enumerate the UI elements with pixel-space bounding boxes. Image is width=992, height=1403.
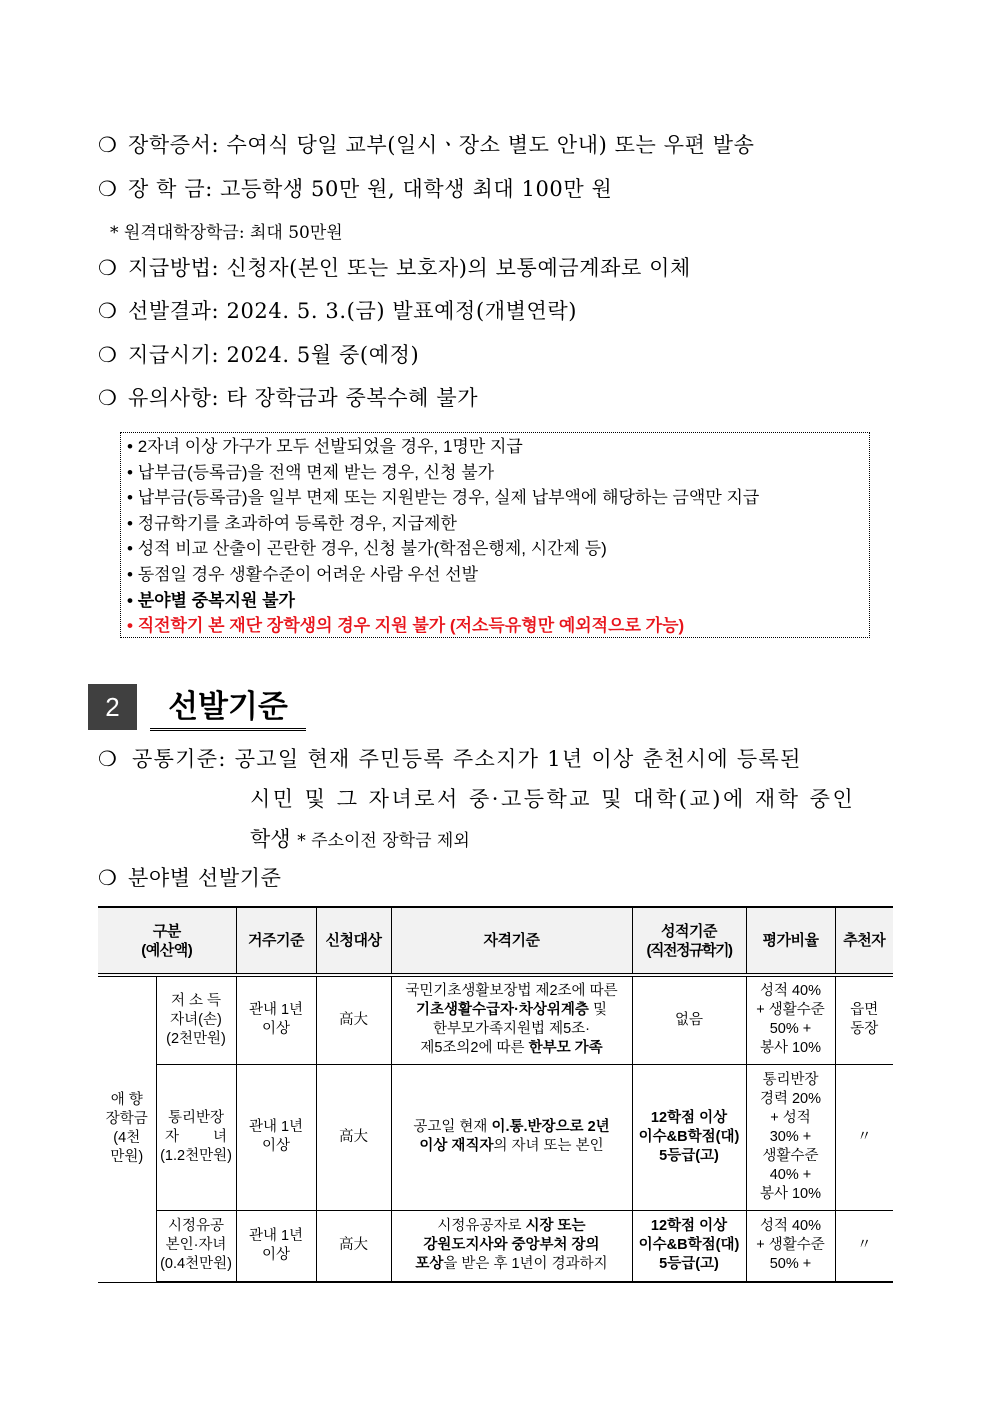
table-row <box>98 975 893 1064</box>
info-label: 지급시기: <box>128 343 220 367</box>
header-ratio: 평가비율 <box>746 907 835 975</box>
target-cell: 高大 <box>316 975 391 1064</box>
circle-bullet-icon: ❍ <box>98 133 118 157</box>
section-title: 선발기준 <box>150 686 306 731</box>
info-line-result <box>98 298 577 324</box>
info-line-payment-time <box>98 342 419 368</box>
circle-bullet-icon: ❍ <box>98 386 118 410</box>
grade-cell: 12학점 이상 이수&B학점(대) 5등급(고) <box>632 1064 746 1210</box>
caution-item: • 납부금(등록금)을 전액 면제 받는 경우, 신청 불가 <box>127 462 495 482</box>
residence-cell: 관내 1년 이상 <box>236 1064 316 1210</box>
section-number: 2 <box>88 684 137 730</box>
target-cell: 高大 <box>316 1064 391 1210</box>
caution-item: • 2자녀 이상 가구가 모두 선발되었을 경우, 1명만 지급 <box>127 437 523 456</box>
caution-item-warning: • 직전학기 본 재단 장학생의 경우 지원 불가 (저소득유형만 예외적으로 가능) <box>127 616 685 636</box>
target-cell: 高大 <box>316 1210 391 1282</box>
info-label: 장 학 금: <box>128 177 213 201</box>
caution-item: • 정규학기를 초과하여 등록한 경우, 지급제한 <box>127 513 457 533</box>
sub-category-cell: 시정유공 본인·자녀 (0.4천만원) <box>156 1210 236 1282</box>
recommender-cell: 읍면 동장 <box>835 975 893 1064</box>
common-text: 공고일 현재 주민등록 주소지가 1년 이상 춘천시에 등록된 <box>234 747 802 771</box>
caution-item-bold: • 분야별 중복지원 불가 <box>127 590 295 610</box>
info-label: 유의사항: <box>128 386 220 410</box>
address-note: * 주소이전 장학금 제외 <box>297 831 470 851</box>
header-category: 구분 (예산액) <box>98 907 236 975</box>
caution-item: • 성적 비교 산출이 곤란한 경우, 신청 불가(학점은행제, 시간제 등) <box>127 539 607 559</box>
caution-item: • 동점일 경우 생활수준이 어려운 사람 우선 선발 <box>127 564 479 584</box>
info-text: 2024. 5. 3.(금) 발표예정(개별연락) <box>226 299 578 323</box>
header-target: 신청대상 <box>316 907 391 975</box>
caution-box <box>120 432 870 638</box>
table-row <box>98 1064 893 1210</box>
remote-college-note: * 원격대학장학금: 최대 50만원 <box>110 223 343 243</box>
info-line-certificate <box>98 132 755 158</box>
header-recommender: 추천자 <box>835 907 893 975</box>
sub-category-cell: 저 소 득 자녀(손) (2천만원) <box>156 975 236 1064</box>
residence-cell: 관내 1년 이상 <box>236 975 316 1064</box>
grade-cell: 없음 <box>632 975 746 1064</box>
info-line-amount <box>98 176 612 202</box>
header-qualification: 자격기준 <box>391 907 632 975</box>
criteria-table <box>98 906 893 1283</box>
header-residence: 거주기준 <box>236 907 316 975</box>
info-label: 장학증서: <box>128 133 220 157</box>
common-criteria-line2: 시민 및 그 자녀로서 중·고등학교 및 대학(교)에 재학 중인 <box>250 787 856 811</box>
caution-item: • 납부금(등록금)을 일부 면제 또는 지원받는 경우, 실제 납부액에 해당하는 금액만 지급 <box>127 488 760 508</box>
info-line-caution <box>98 385 478 411</box>
table-row <box>98 1210 893 1282</box>
field-criteria-heading: ❍ 분야별 선발기준 <box>98 866 282 890</box>
common-criteria-line3: 학생 * 주소이전 장학금 제외 <box>250 827 470 851</box>
info-text: 타 장학금과 중복수혜 불가 <box>226 386 479 410</box>
qualification-cell: 국민기초생활보장법 제2조에 따른 기초생활수급자·차상위계층 및 한부모가족지원법 제5조· 제5조의2에 따른 한부모 가족 <box>391 975 632 1064</box>
recommender-cell: 〃 <box>835 1064 893 1210</box>
ratio-cell: 성적 40% + 생활수준 50% + 봉사 10% <box>746 975 835 1064</box>
ratio-cell: 성적 40% + 생활수준 50% + <box>746 1210 835 1282</box>
qualification-cell: 공고일 현재 이.통.반장으로 2년 이상 재직자의 자녀 또는 본인 <box>391 1064 632 1210</box>
common-label: 공통기준: <box>132 747 227 771</box>
qualification-cell: 시정유공자로 시장 또는 강원도지사와 중앙부처 장의 포상을 받은 후 1년이 경과하지 <box>391 1210 632 1282</box>
circle-bullet-icon: ❍ <box>98 866 118 890</box>
info-text: 2024. 5월 중(예정) <box>226 343 420 367</box>
common-criteria-line1 <box>98 746 802 772</box>
ratio-cell: 통리반장 경력 20% + 성적 30% + 생활수준 40% + 봉사 10% <box>746 1064 835 1210</box>
recommender-cell: 〃 <box>835 1210 893 1282</box>
info-label: 지급방법: <box>128 256 220 280</box>
circle-bullet-icon: ❍ <box>98 747 119 771</box>
info-label: 선발결과: <box>128 299 220 323</box>
info-text: 수여식 당일 교부(일시ㆍ장소 별도 안내) 또는 우편 발송 <box>226 133 755 157</box>
circle-bullet-icon: ❍ <box>98 299 118 323</box>
circle-bullet-icon: ❍ <box>98 177 118 201</box>
info-text: 고등학생 50만 원, 대학생 최대 100만 원 <box>220 177 613 201</box>
info-text: 신청자(본인 또는 보호자)의 보통예금계좌로 이체 <box>226 256 691 280</box>
grade-cell: 12학점 이상 이수&B학점(대) 5등급(고) <box>632 1210 746 1282</box>
group-cell: 애 향 장학금 (4천 만원) <box>98 975 156 1282</box>
table-header-row <box>98 907 893 975</box>
circle-bullet-icon: ❍ <box>98 256 118 280</box>
header-grade: 성적기준 (직전정규학기) <box>632 907 746 975</box>
info-line-payment-method <box>98 255 691 281</box>
residence-cell: 관내 1년 이상 <box>236 1210 316 1282</box>
circle-bullet-icon: ❍ <box>98 343 118 367</box>
sub-category-cell: 통리반장 자 녀 (1.2천만원) <box>156 1064 236 1210</box>
